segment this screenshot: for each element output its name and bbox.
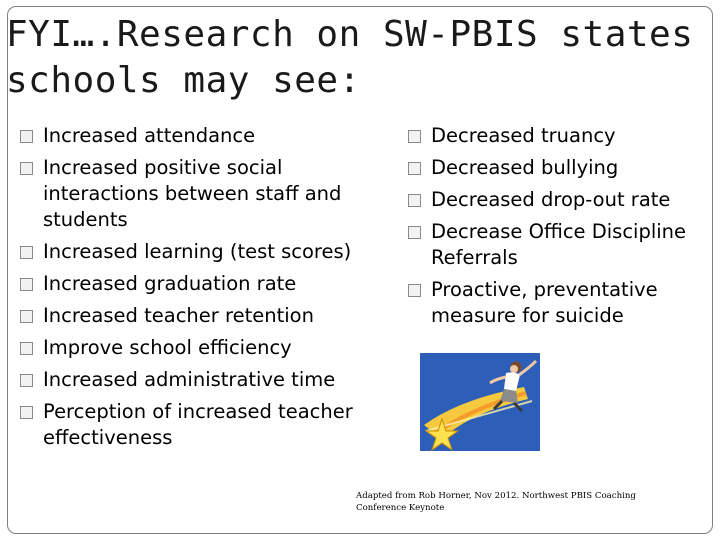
square-bullet-icon <box>408 130 421 143</box>
bullet-item <box>20 399 390 451</box>
citation-line-2: Conference Keynote <box>356 503 445 513</box>
citation-line-1: Adapted from Rob Horner, Nov 2012. Northwest PBIS Coaching <box>356 491 636 501</box>
square-bullet-icon <box>408 162 421 175</box>
bullet-text: Improve school efficiency <box>43 336 292 359</box>
bullet-item <box>20 367 390 393</box>
bullet-text: Decreased truancy <box>431 124 616 147</box>
bullet-item <box>20 155 390 233</box>
left-bullet-list <box>20 123 390 457</box>
bullet-text: Increased positive social interactions between staff and students <box>43 156 342 231</box>
square-bullet-icon <box>20 342 33 355</box>
bullet-item <box>20 303 390 329</box>
bullet-text: Decreased drop-out rate <box>431 188 671 211</box>
square-bullet-icon <box>20 374 33 387</box>
bullet-text: Proactive, preventative measure for suicide <box>431 278 658 327</box>
slide-title <box>6 12 718 104</box>
square-bullet-icon <box>408 194 421 207</box>
woman-riding-shooting-star-icon <box>420 353 540 453</box>
bullet-text: Increased teacher retention <box>43 304 314 327</box>
bullet-text: Increased attendance <box>43 124 256 147</box>
square-bullet-icon <box>408 226 421 239</box>
square-bullet-icon <box>20 246 33 259</box>
bullet-item <box>20 335 390 361</box>
square-bullet-icon <box>408 284 421 297</box>
square-bullet-icon <box>20 406 33 419</box>
bullet-text: Increased administrative time <box>43 368 336 391</box>
shooting-star-illustration <box>420 353 540 457</box>
bullet-item <box>408 123 716 149</box>
bullet-item <box>20 239 390 265</box>
citation <box>356 490 656 514</box>
bullet-item <box>20 271 390 297</box>
square-bullet-icon <box>20 278 33 291</box>
square-bullet-icon <box>20 310 33 323</box>
bullet-text: Decrease Office Discipline Referrals <box>431 220 687 269</box>
bullet-item <box>408 187 716 213</box>
bullet-text: Increased learning (test scores) <box>43 240 352 263</box>
bullet-item <box>20 123 390 149</box>
title-line-1: FYI….Research on SW-PBIS states <box>6 14 694 55</box>
bullet-text: Perception of increased teacher effectiveness <box>43 400 353 449</box>
right-bullet-list <box>408 123 716 335</box>
bullet-item <box>408 277 716 329</box>
square-bullet-icon <box>20 162 33 175</box>
bullet-item <box>408 155 716 181</box>
square-bullet-icon <box>20 130 33 143</box>
bullet-item <box>408 219 716 271</box>
title-line-2: schools may see: <box>6 60 361 101</box>
bullet-text: Increased graduation rate <box>43 272 297 295</box>
bullet-text: Decreased bullying <box>431 156 619 179</box>
